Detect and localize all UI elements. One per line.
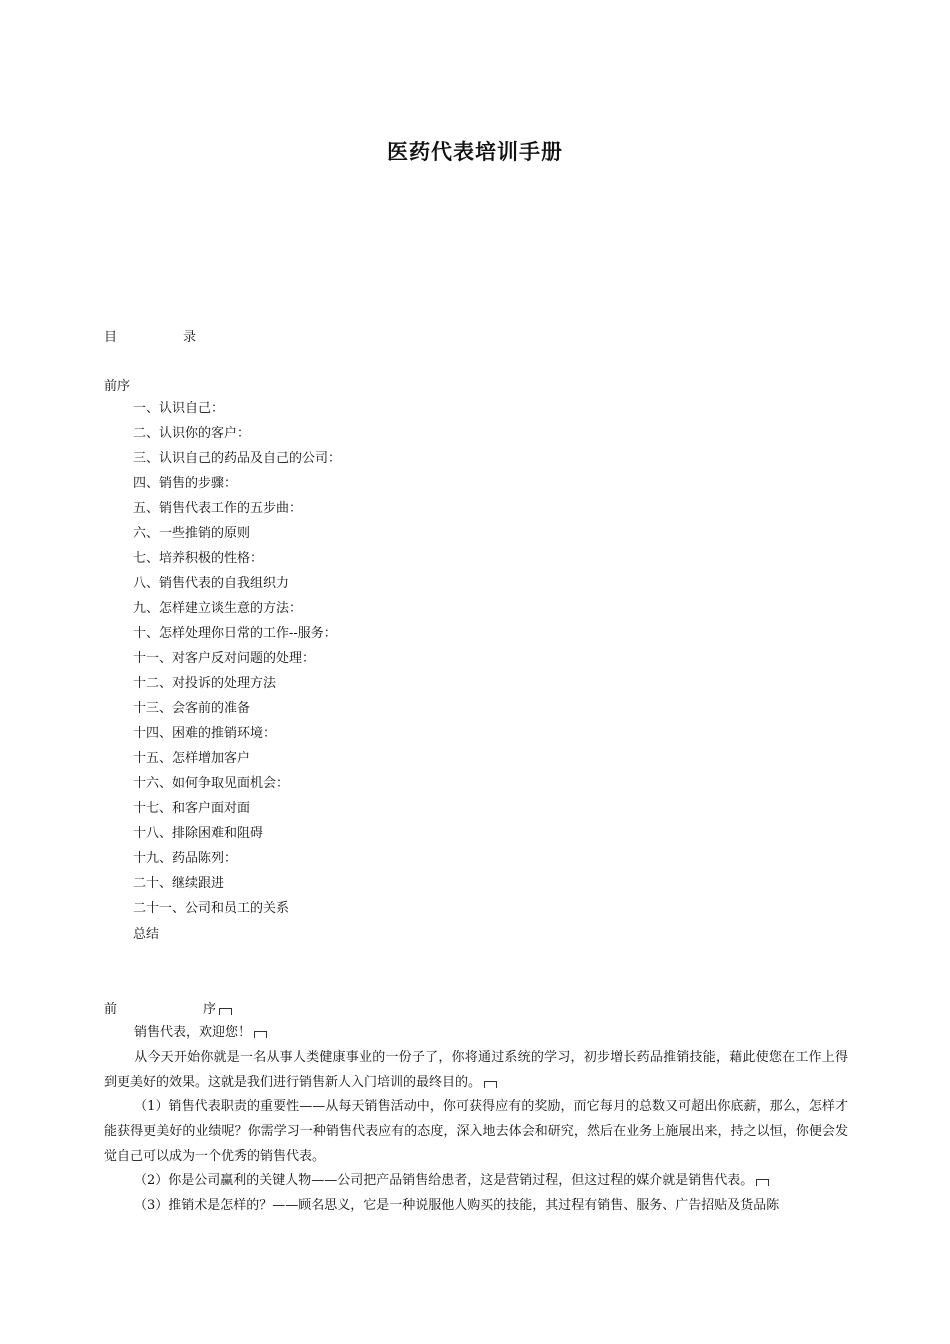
toc-list [133, 400, 341, 925]
paragraph-text: （3）推销术是怎样的？——顾名思义，它是一种说服他人购买的技能，其过程有销售、服务、广告招贴及货品陈 [134, 1198, 780, 1213]
paragraph-text: （2）你是公司赢利的关键人物——公司把产品销售给患者，这是营销过程，但这过程的媒介就是销售代表。 [134, 1173, 754, 1188]
toc-item[interactable]: 十一、对客户反对问题的处理： [133, 651, 316, 666]
toc-heading-right: 录 [183, 330, 197, 345]
preface-paragraph [104, 1168, 848, 1193]
toc-item[interactable]: 十九、药品陈列： [133, 851, 238, 866]
greeting-text: 销售代表，欢迎您！ [134, 1025, 252, 1040]
toc-item[interactable]: 十八、排除困难和阻碍 [133, 826, 264, 841]
paragraph-mark-icon [484, 1081, 497, 1088]
preface-heading-right: 序 [203, 1002, 217, 1017]
toc-item[interactable]: 十三、会客前的准备 [133, 701, 251, 716]
preface-heading [104, 998, 232, 1017]
toc-preface-entry[interactable]: 前序 [104, 379, 131, 394]
paragraph-mark-icon [219, 1008, 232, 1015]
paragraph-mark-icon [756, 1179, 769, 1186]
preface-paragraph [104, 1193, 848, 1218]
toc-item[interactable]: 十四、困难的推销环境： [133, 726, 277, 741]
paragraph-text: （1）销售代表职责的重要性——从每天销售活动中，你可获得应有的奖励，而它每月的总数又可超出你底薪，那么，怎样才能获得更美好的业绩呢？你需学习一种销售代表应有的态度，深入地去体会和研究，然后在业务上施展出来，持之以恒，你便会发觉自己可以成为一个优秀的销售代表。 [104, 1099, 848, 1164]
preface-paragraph [104, 1045, 848, 1095]
toc-item[interactable]: 二、认识你的客户： [133, 426, 251, 441]
toc-item[interactable]: 十七、和客户面对面 [133, 801, 251, 816]
toc-item[interactable]: 十六、如何争取见面机会： [133, 776, 290, 791]
toc-heading [104, 326, 196, 345]
toc-item[interactable]: 九、怎样建立谈生意的方法： [133, 601, 303, 616]
toc-item[interactable]: 二十、继续跟进 [133, 876, 225, 891]
paragraph-text: 从今天开始你就是一名从事人类健康事业的一份子了，你将通过系统的学习，初步增长药品推销技能，藉此使您在工作上得到更美好的效果。这就是我们进行销售新人入门培训的最终目的。 [104, 1050, 848, 1090]
toc-item[interactable]: 六、一些推销的原则 [133, 526, 251, 541]
preface-heading-left: 前 [104, 1002, 118, 1017]
toc-item[interactable]: 一、认识自己： [133, 401, 225, 416]
preface-paragraph [104, 1094, 848, 1169]
toc-item[interactable]: 十、怎样处理你日常的工作--服务： [133, 626, 337, 641]
document-title: 医药代表培训手册 [387, 139, 563, 164]
toc-item[interactable]: 十五、怎样增加客户 [133, 751, 251, 766]
paragraph-mark-icon [254, 1031, 267, 1038]
toc-item[interactable]: 二十一、公司和员工的关系 [133, 901, 290, 916]
preface-greeting [104, 1020, 848, 1045]
toc-item[interactable]: 十二、对投诉的处理方法 [133, 676, 277, 691]
toc-item[interactable]: 八、销售代表的自我组织力 [133, 576, 290, 591]
toc-item[interactable]: 四、销售的步骤： [133, 476, 238, 491]
toc-heading-left: 目 [104, 330, 118, 345]
toc-item[interactable]: 三、认识自己的药品及自己的公司： [133, 451, 342, 466]
toc-summary-entry[interactable]: 总结 [133, 927, 160, 942]
toc-item[interactable]: 五、销售代表工作的五步曲： [133, 501, 303, 516]
toc-item[interactable]: 七、培养积极的性格： [133, 551, 264, 566]
